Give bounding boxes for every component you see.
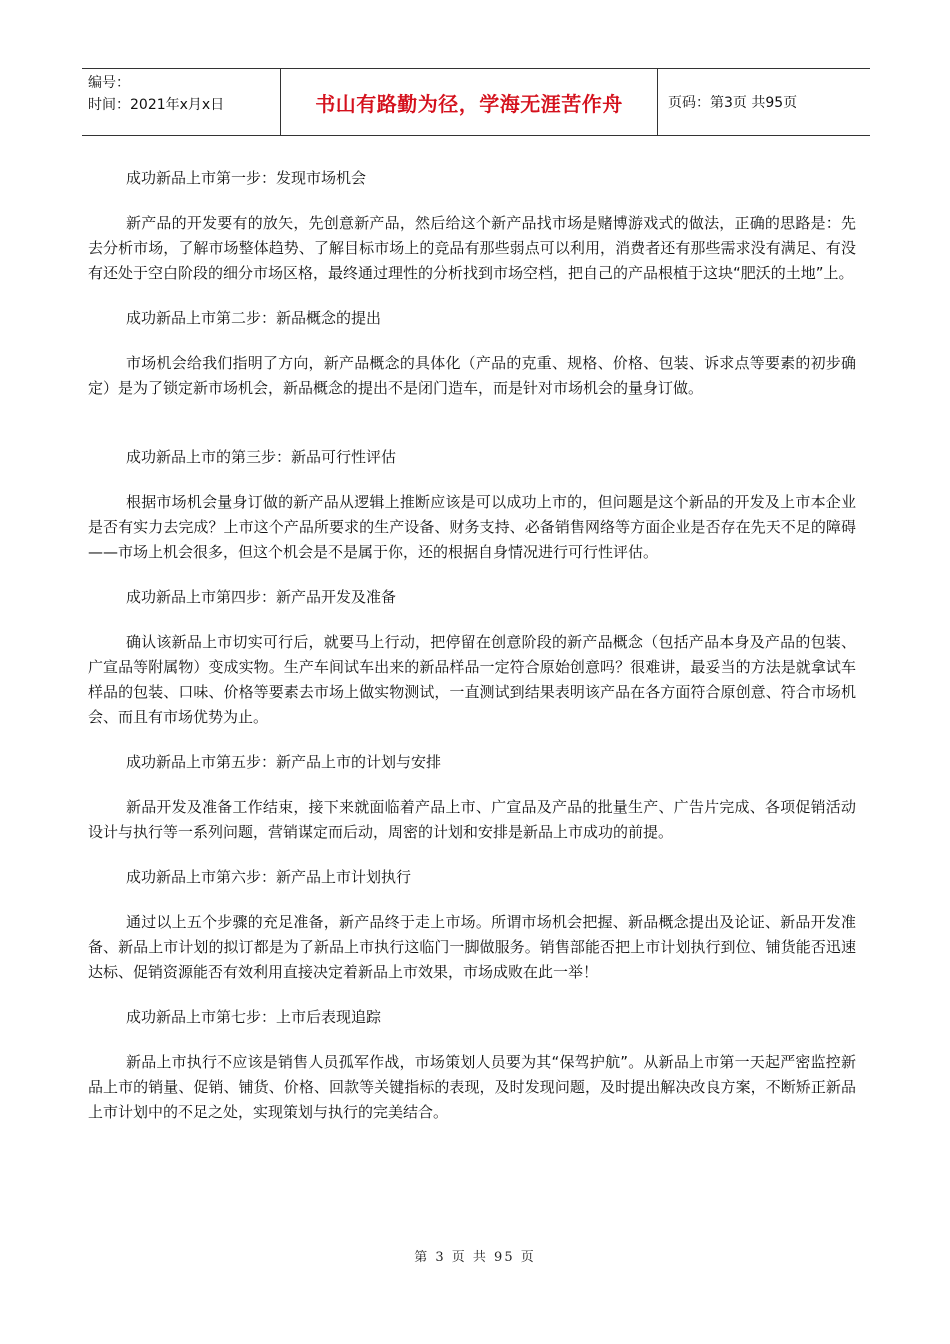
section-body-4: 确认该新品上市切实可行后，就要马上行动，把停留在创意阶段的新产品概念（包括产品本身及产品的包装、广宣品等附属物）变成实物。生产车间试车出来的新品样品一定符合原始创意吗？很难讲，最妥当的方法是就拿试车样品的包装、口味、价格等要素去市场上做实物测试，一直测试到结果表明该产品在各方面符合原创意、符合市场机会、而且有市场优势为止。 bbox=[88, 633, 856, 726]
document-body bbox=[88, 166, 856, 1145]
section-body-2: 市场机会给我们指明了方向，新产品概念的具体化（产品的克重、规格、价格、包装、诉求点等要素的初步确定）是为了锁定新市场机会，新品概念的提出不是闭门造车，而是针对市场机会的量身订做。 bbox=[88, 354, 856, 397]
section-heading-2: 成功新品上市第二步：新品概念的提出 bbox=[126, 309, 382, 327]
document-time-label: 时间：2021年x月x日 bbox=[88, 97, 225, 113]
header-motto: 书山有路勤为径，学海无涯苦作舟 bbox=[280, 69, 658, 135]
document-number-label: 编号： bbox=[88, 75, 130, 91]
header-page-info: 页码：第3页 共95页 bbox=[668, 95, 798, 111]
section-heading-1: 成功新品上市第一步：发现市场机会 bbox=[126, 169, 367, 187]
page-footer: 第 3 页 共 95 页 bbox=[414, 1250, 536, 1265]
section-body-3: 根据市场机会量身订做的新产品从逻辑上推断应该是可以成功上市的，但问题是这个新品的开发及上市本企业是否有实力去完成？上市这个产品所要求的生产设备、财务支持、必备销售网络等方面企业是否存在先天不足的障碍——市场上机会很多，但这个机会是不是属于你，还的根据自身情况进行可行性评估。 bbox=[88, 493, 856, 561]
section-body-5: 新品开发及准备工作结束，接下来就面临着产品上市、广宣品及产品的批量生产、广告片完成、各项促销活动设计与执行等一系列问题，营销谋定而后动，周密的计划和安排是新品上市成功的前提。 bbox=[88, 798, 856, 841]
section-body-6: 通过以上五个步骤的充足准备，新产品终于走上市场。所谓市场机会把握、新品概念提出及论证、新品开发准备、新品上市计划的拟订都是为了新品上市执行这临门一脚做服务。销售部能否把上市计划执行到位、铺货能否迅速达标、促销资源能否有效利用直接决定着新品上市效果，市场成败在此一举！ bbox=[88, 913, 856, 981]
section-heading-4: 成功新品上市第四步：新产品开发及准备 bbox=[126, 588, 397, 606]
section-body-7: 新品上市执行不应该是销售人员孤军作战，市场策划人员要为其“保驾护航”。从新品上市第一天起严密监控新品上市的销量、促销、铺货、价格、回款等关键指标的表现，及时发现问题，及时提出解决改良方案，不断矫正新品上市计划中的不足之处，实现策划与执行的完美结合。 bbox=[88, 1053, 856, 1121]
section-heading-6: 成功新品上市第六步：新产品上市计划执行 bbox=[126, 868, 412, 886]
section-body-1: 新产品的开发要有的放矢，先创意新产品，然后给这个新产品找市场是赌博游戏式的做法，正确的思路是：先去分析市场，了解市场整体趋势、了解目标市场上的竞品有那些弱点可以利用，消费者还有那些需求没有满足、有没有还处于空白阶段的细分市场区格，最终通过理性的分析找到市场空档，把自己的产品根植于这块“肥沃的土地”上。 bbox=[88, 214, 856, 282]
page-header bbox=[82, 68, 870, 136]
section-heading-3: 成功新品上市的第三步：新品可行性评估 bbox=[126, 448, 397, 466]
header-meta bbox=[82, 69, 280, 135]
section-heading-7: 成功新品上市第七步：上市后表现追踪 bbox=[126, 1008, 382, 1026]
section-heading-5: 成功新品上市第五步：新产品上市的计划与安排 bbox=[126, 753, 442, 771]
